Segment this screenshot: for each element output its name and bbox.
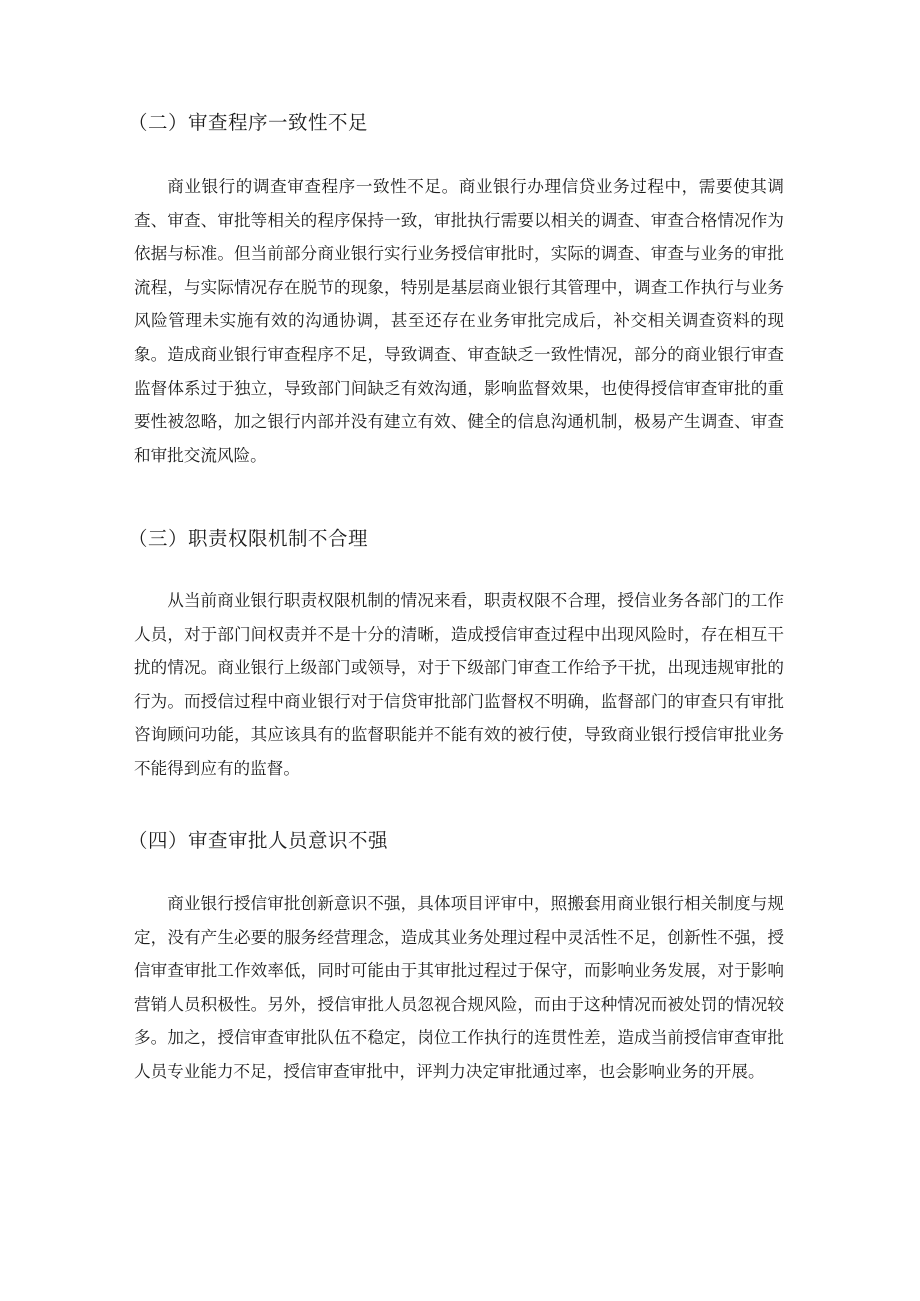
section-heading-responsibility-authority: （三）职责权限机制不合理 xyxy=(128,527,369,550)
section-paragraph-staff-awareness: 商业银行授信审批创新意识不强，具体项目评审中，照搬套用商业银行相关制度与规定，没有产生必要的服务经营理念，造成其业务处理过程中灵活性不足，创新性不强，授信审查审批工作效率低，同时可能由于其审批过程过于保守，而影响业务发展，对于影响营销人员积极性。另外，授信审批人员忽视合规风险，而由于这种情况而被处罚的情况较多。加之，授信审查审批队伍不稳定，岗位工作执行的连贯性差，造成当前授信审查审批人员专业能力不足，授信审查审批中，评判力决定审批通过率，也会影响业务的开展。 xyxy=(134,894,784,1081)
section-paragraph-audit-procedure: 商业银行的调查审查程序一致性不足。商业银行办理信贷业务过程中，需要使其调查、审查、审批等相关的程序保持一致，审批执行需要以相关的调查、审查合格情况作为依据与标准。但当前部分商业银行实行业务授信审批时，实际的调查、审查与业务的审批流程，与实际情况存在脱节的现象，特别是基层商业银行其管理中，调查工作执行与业务风险管理未实施有效的沟通协调，甚至还存在业务审批完成后，补交相关调查资料的现象。造成商业银行审查程序不足，导致调查、审查缺乏一致性情况，部分的商业银行审查监督体系过于独立，导致部门间缺乏有效沟通，影响监督效果，也使得授信审查审批的重要性被忽略，加之银行内部并没有建立有效、健全的信息沟通机制，极易产生调查、审查和审批交流风险。 xyxy=(134,177,784,465)
section-heading-audit-procedure: （二）审查程序一致性不足 xyxy=(128,111,369,134)
section-heading-staff-awareness: （四）审查审批人员意识不强 xyxy=(128,829,389,852)
section-paragraph-responsibility-authority: 从当前商业银行职责权限机制的情况来看，职责权限不合理，授信业务各部门的工作人员，对于部门间权责并不是十分的清晰，造成授信审查过程中出现风险时，存在相互干扰的情况。商业银行上级部门或领导，对于下级部门审查工作给予干扰，出现违规审批的行为。而授信过程中商业银行对于信贷审批部门监督权不明确，监督部门的审查只有审批咨询顾问功能，其应该具有的监督职能并不能有效的被行使，导致商业银行授信审批业务不能得到应有的监督。 xyxy=(134,591,784,778)
